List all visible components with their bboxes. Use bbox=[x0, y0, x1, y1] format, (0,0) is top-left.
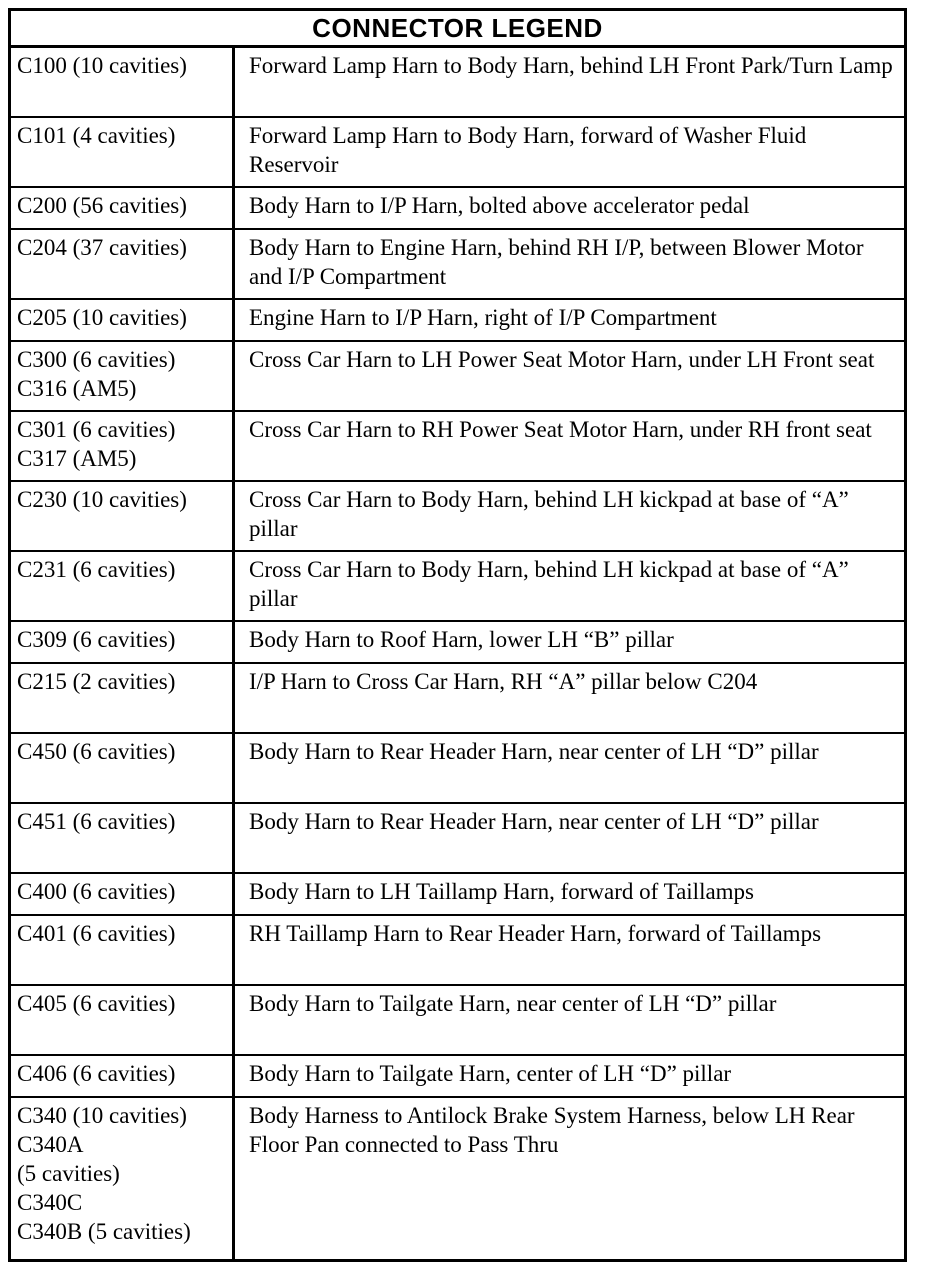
connector-cell bbox=[10, 299, 234, 341]
connector-cell bbox=[10, 47, 234, 118]
connector-id: C204 (37 cavities) bbox=[17, 235, 187, 260]
connector-id: C101 (4 cavities) bbox=[17, 123, 176, 148]
description-cell: Body Harn to Engine Harn, behind RH I/P, between Blower Motor and I/P Compartment bbox=[234, 229, 906, 299]
connector-id: C300 (6 cavities) bbox=[17, 347, 176, 372]
legend-row bbox=[10, 187, 906, 229]
connector-cell bbox=[10, 341, 234, 411]
description-cell: Forward Lamp Harn to Body Harn, forward of Washer Fluid Reservoir bbox=[234, 117, 906, 187]
description-cell: Body Harn to Roof Harn, lower LH “B” pillar bbox=[234, 621, 906, 663]
legend-row bbox=[10, 299, 906, 341]
description-cell: Body Harn to Rear Header Harn, near center of LH “D” pillar bbox=[234, 733, 906, 803]
connector-id: C405 (6 cavities) bbox=[17, 991, 176, 1016]
connector-id: C406 (6 cavities) bbox=[17, 1061, 176, 1086]
legend-row bbox=[10, 663, 906, 733]
connector-cell bbox=[10, 1097, 234, 1261]
connector-cell bbox=[10, 551, 234, 621]
connector-id: C317 (AM5) bbox=[17, 446, 137, 471]
connector-cell bbox=[10, 803, 234, 873]
legend-body bbox=[10, 47, 906, 1261]
connector-id: C340 (10 cavities) bbox=[17, 1103, 187, 1128]
description-cell: I/P Harn to Cross Car Harn, RH “A” pillar below C204 bbox=[234, 663, 906, 733]
connector-cell bbox=[10, 411, 234, 481]
legend-row bbox=[10, 985, 906, 1055]
connector-id: C451 (6 cavities) bbox=[17, 809, 176, 834]
description-cell: Body Harn to LH Taillamp Harn, forward of Taillamps bbox=[234, 873, 906, 915]
connector-id: C215 (2 cavities) bbox=[17, 669, 176, 694]
connector-id: C100 (10 cavities) bbox=[17, 53, 187, 78]
connector-id: C309 (6 cavities) bbox=[17, 627, 176, 652]
connector-id: C231 (6 cavities) bbox=[17, 557, 176, 582]
legend-row bbox=[10, 117, 906, 187]
description-cell: Cross Car Harn to LH Power Seat Motor Harn, under LH Front seat bbox=[234, 341, 906, 411]
connector-cell bbox=[10, 1055, 234, 1097]
connector-id: C340B (5 cavities) bbox=[17, 1219, 191, 1244]
connector-id: C200 (56 cavities) bbox=[17, 193, 187, 218]
description-cell: Cross Car Harn to Body Harn, behind LH kickpad at base of “A” pillar bbox=[234, 481, 906, 551]
connector-id: C340C bbox=[17, 1190, 83, 1215]
legend-row bbox=[10, 803, 906, 873]
description-cell: Engine Harn to I/P Harn, right of I/P Compartment bbox=[234, 299, 906, 341]
connector-cell bbox=[10, 873, 234, 915]
legend-row bbox=[10, 551, 906, 621]
connector-id: C401 (6 cavities) bbox=[17, 921, 176, 946]
connector-cell bbox=[10, 187, 234, 229]
connector-cell bbox=[10, 663, 234, 733]
legend-row bbox=[10, 1055, 906, 1097]
connector-cell bbox=[10, 621, 234, 663]
legend-row bbox=[10, 1097, 906, 1261]
description-cell: RH Taillamp Harn to Rear Header Harn, forward of Taillamps bbox=[234, 915, 906, 985]
connector-id: C301 (6 cavities) bbox=[17, 417, 176, 442]
connector-cell bbox=[10, 117, 234, 187]
description-cell: Body Harness to Antilock Brake System Harness, below LH Rear Floor Pan connected to Pass Thru bbox=[234, 1097, 906, 1261]
legend-row bbox=[10, 873, 906, 915]
connector-cell bbox=[10, 229, 234, 299]
connector-cell bbox=[10, 481, 234, 551]
description-cell: Body Harn to Tailgate Harn, center of LH “D” pillar bbox=[234, 1055, 906, 1097]
connector-cell bbox=[10, 733, 234, 803]
connector-legend-table bbox=[8, 8, 907, 1262]
legend-row bbox=[10, 411, 906, 481]
legend-row bbox=[10, 47, 906, 118]
description-cell: Cross Car Harn to RH Power Seat Motor Harn, under RH front seat bbox=[234, 411, 906, 481]
connector-id: C205 (10 cavities) bbox=[17, 305, 187, 330]
connector-cell bbox=[10, 915, 234, 985]
connector-id: C450 (6 cavities) bbox=[17, 739, 176, 764]
legend-row bbox=[10, 341, 906, 411]
legend-row bbox=[10, 481, 906, 551]
connector-id: C316 (AM5) bbox=[17, 376, 137, 401]
legend-row bbox=[10, 621, 906, 663]
legend-title: CONNECTOR LEGEND bbox=[10, 10, 906, 47]
description-cell: Body Harn to Tailgate Harn, near center of LH “D” pillar bbox=[234, 985, 906, 1055]
legend-row bbox=[10, 915, 906, 985]
connector-cell bbox=[10, 985, 234, 1055]
connector-id: C230 (10 cavities) bbox=[17, 487, 187, 512]
connector-id: C400 (6 cavities) bbox=[17, 879, 176, 904]
description-cell: Forward Lamp Harn to Body Harn, behind LH Front Park/Turn Lamp bbox=[234, 47, 906, 118]
legend-row bbox=[10, 229, 906, 299]
legend-row bbox=[10, 733, 906, 803]
connector-id: (5 cavities) bbox=[17, 1161, 120, 1186]
description-cell: Body Harn to Rear Header Harn, near center of LH “D” pillar bbox=[234, 803, 906, 873]
description-cell: Body Harn to I/P Harn, bolted above accelerator pedal bbox=[234, 187, 906, 229]
connector-id: C340A bbox=[17, 1132, 84, 1157]
description-cell: Cross Car Harn to Body Harn, behind LH kickpad at base of “A” pillar bbox=[234, 551, 906, 621]
